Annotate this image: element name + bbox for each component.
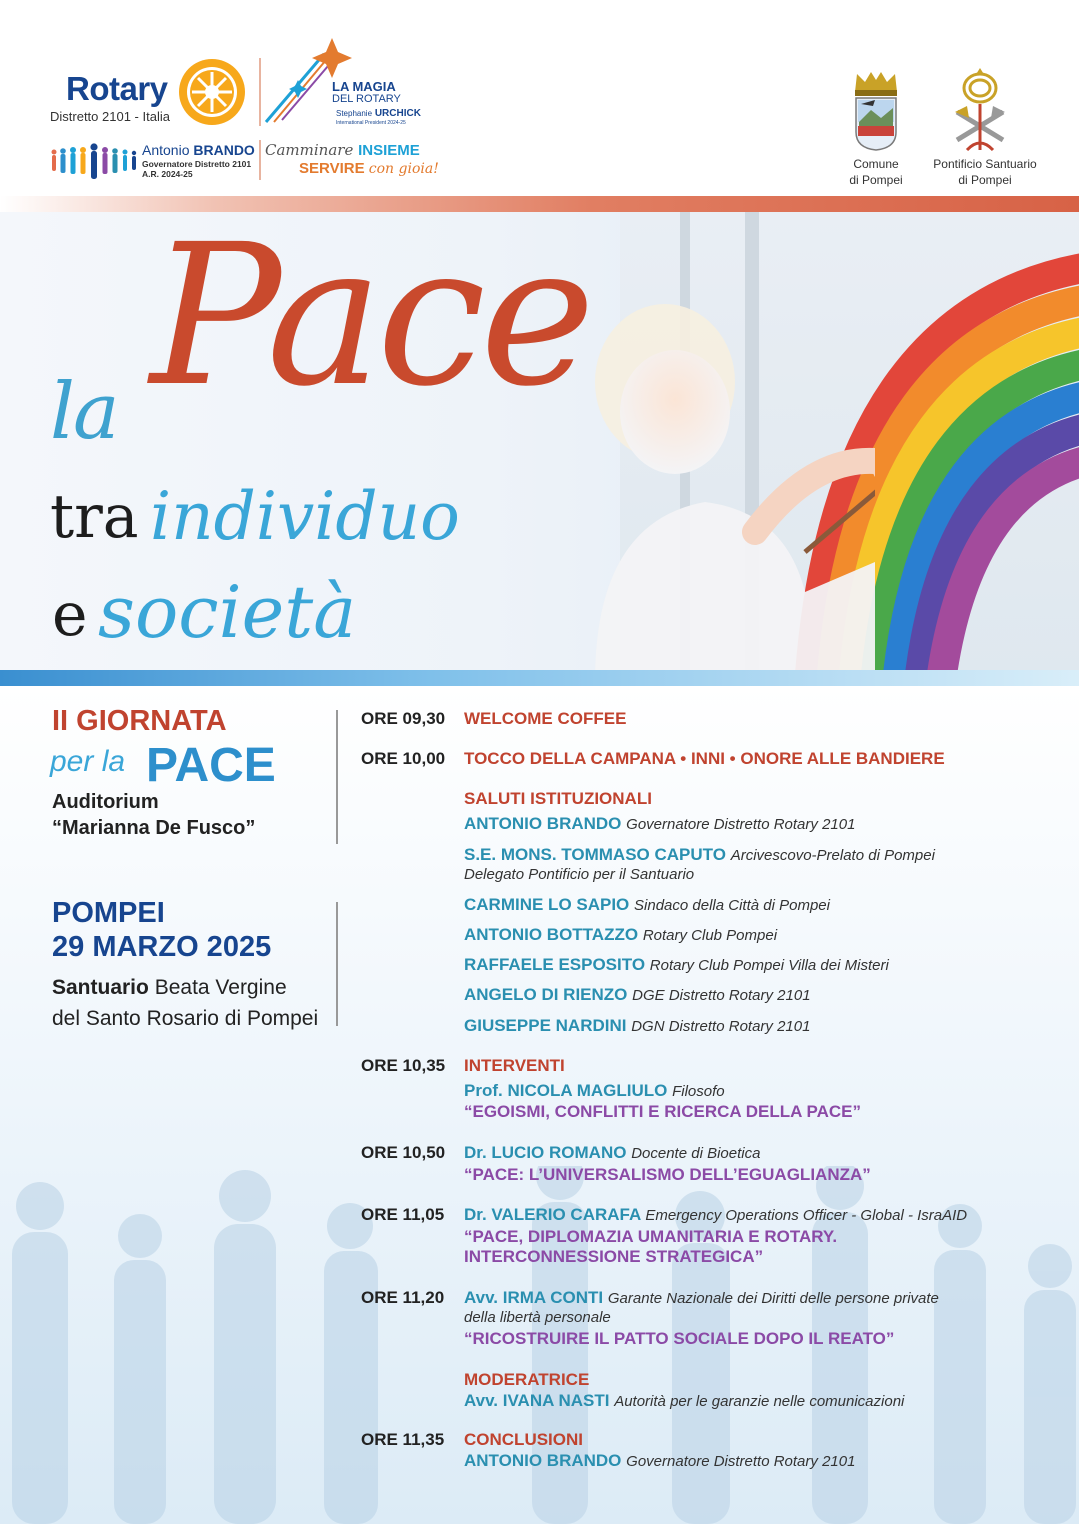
- santuario-address: Santuario Beata Vergine del Santo Rosario di Pompei: [52, 976, 319, 1030]
- saluti-heading: SALUTI ISTITUZIONALI: [464, 789, 652, 808]
- speaker-row: CARMINE LO SAPIO Sindaco della Città di Pompei: [464, 895, 830, 914]
- comune-label: Comune di Pompei: [849, 157, 903, 187]
- speaker-row: ANTONIO BRANDO Governatore Distretto Rotary 2101: [464, 1451, 856, 1470]
- time-1135: ORE 11,35: [361, 1430, 445, 1449]
- speaker-row: Dr. LUCIO ROMANO Docente di Bioetica: [464, 1143, 761, 1162]
- header-divider: [259, 140, 261, 180]
- speaker-row: Prof. NICOLA MAGLIULO Filosofo: [464, 1081, 725, 1100]
- rotary-wheel-icon: [176, 56, 248, 128]
- time-1035: ORE 10,35: [361, 1056, 446, 1075]
- governor-name: Antonio BRANDO: [142, 142, 255, 158]
- time-1000: ORE 10,00: [361, 749, 446, 768]
- rotary-wordmark: Rotary: [66, 70, 168, 107]
- tocco-campana: TOCCO DELLA CAMPANA • INNI • ONORE ALLE BANDIERE: [464, 749, 945, 768]
- president-name: Stephanie URCHICK: [336, 108, 421, 119]
- time-0930: ORE 09,30: [361, 709, 446, 728]
- title-tra: tra: [50, 482, 139, 552]
- papal-keys-crest-icon: [947, 66, 1013, 152]
- left-divider: [336, 710, 338, 844]
- pace-heading: PACE: [146, 739, 276, 792]
- time-1105: ORE 11,05: [361, 1205, 445, 1224]
- title-pace: Pace: [150, 212, 590, 429]
- speaker-row: S.E. MONS. TOMMASO CAPUTO Arcivescovo-Prelato di Pompei: [464, 845, 935, 864]
- speaker-row: ANTONIO BRANDO Governatore Distretto Rotary 2101: [464, 814, 856, 833]
- speaker-row: ANTONIO BOTTAZZO Rotary Club Pompei: [464, 925, 778, 944]
- motto-line-1: Camminare INSIEME: [265, 141, 420, 159]
- title-e: e: [52, 580, 88, 650]
- title-la: la: [50, 367, 118, 457]
- speaker-row: GIUSEPPE NARDINI DGN Distretto Rotary 2101: [464, 1016, 811, 1035]
- conclusioni-heading: CONCLUSIONI: [464, 1430, 583, 1449]
- president-role: International President 2024-25: [336, 120, 406, 126]
- title-societa: società: [98, 570, 357, 654]
- district-label: Distretto 2101 - Italia: [50, 109, 170, 124]
- interventi-heading: INTERVENTI: [464, 1056, 565, 1075]
- magia-title: LA MAGIA: [332, 79, 396, 94]
- speaker-row: RAFFAELE ESPOSITO Rotary Club Pompei Villa dei Misteri: [464, 955, 889, 974]
- speaker-row: ANGELO DI RIENZO DGE Distretto Rotary 2101: [464, 985, 811, 1004]
- auditorium-label: Auditorium “Marianna De Fusco”: [52, 791, 256, 839]
- speaker-row: Avv. IVANA NASTI Autorità per le garanzie nelle comunicazioni: [464, 1391, 905, 1410]
- speaker-row: Avv. IRMA CONTI Garante Nazionale dei Diritti delle persone private: [464, 1288, 939, 1307]
- blue-divider-bar: [0, 670, 1079, 686]
- header-divider: [259, 58, 261, 126]
- speaker-role-line: Delegato Pontificio per il Santuario: [464, 866, 695, 883]
- hero-banner: [0, 212, 1079, 672]
- top-divider-bar: [0, 196, 1079, 212]
- people-icon: [50, 142, 140, 180]
- left-divider: [336, 902, 338, 1026]
- santuario-label: Pontificio Santuario di Pompei: [933, 157, 1037, 187]
- talk-title: “EGOISMI, CONFLITTI E RICERCA DELLA PACE”: [464, 1102, 861, 1121]
- magia-subtitle: DEL ROTARY: [332, 93, 401, 105]
- motto-line-2: SERVIRE con gioia!: [299, 160, 439, 177]
- speaker-role-line: della libertà personale: [464, 1309, 611, 1326]
- moderatrice-heading: MODERATRICE: [464, 1370, 590, 1389]
- governor-role: Governatore Distretto 2101 A.R. 2024-25: [142, 159, 252, 179]
- child-painting-illustration: [555, 302, 875, 672]
- per-la-label: per la: [50, 745, 126, 778]
- speaker-row: Dr. VALERIO CARAFA Emergency Operations Officer - Global - IsraAID: [464, 1205, 968, 1224]
- time-1050: ORE 10,50: [361, 1143, 446, 1162]
- giornata-title: II GIORNATA: [52, 705, 227, 737]
- talk-title: “PACE: L’UNIVERSALISMO DELL’EGUAGLIANZA”: [464, 1165, 871, 1184]
- welcome-coffee: WELCOME COFFEE: [464, 709, 627, 728]
- talk-title: “RICOSTRUIRE IL PATTO SOCIALE DOPO IL REATO”: [464, 1329, 895, 1348]
- time-1120: ORE 11,20: [361, 1288, 445, 1307]
- title-individuo: individuo: [150, 478, 460, 555]
- comune-pompei-crest-icon: [851, 70, 901, 152]
- talk-title: “PACE, DIPLOMAZIA UMANITARIA E ROTARY. INTERCONNESSIONE STRATEGICA”: [464, 1227, 838, 1266]
- city-date: POMPEI 29 MARZO 2025: [52, 897, 272, 963]
